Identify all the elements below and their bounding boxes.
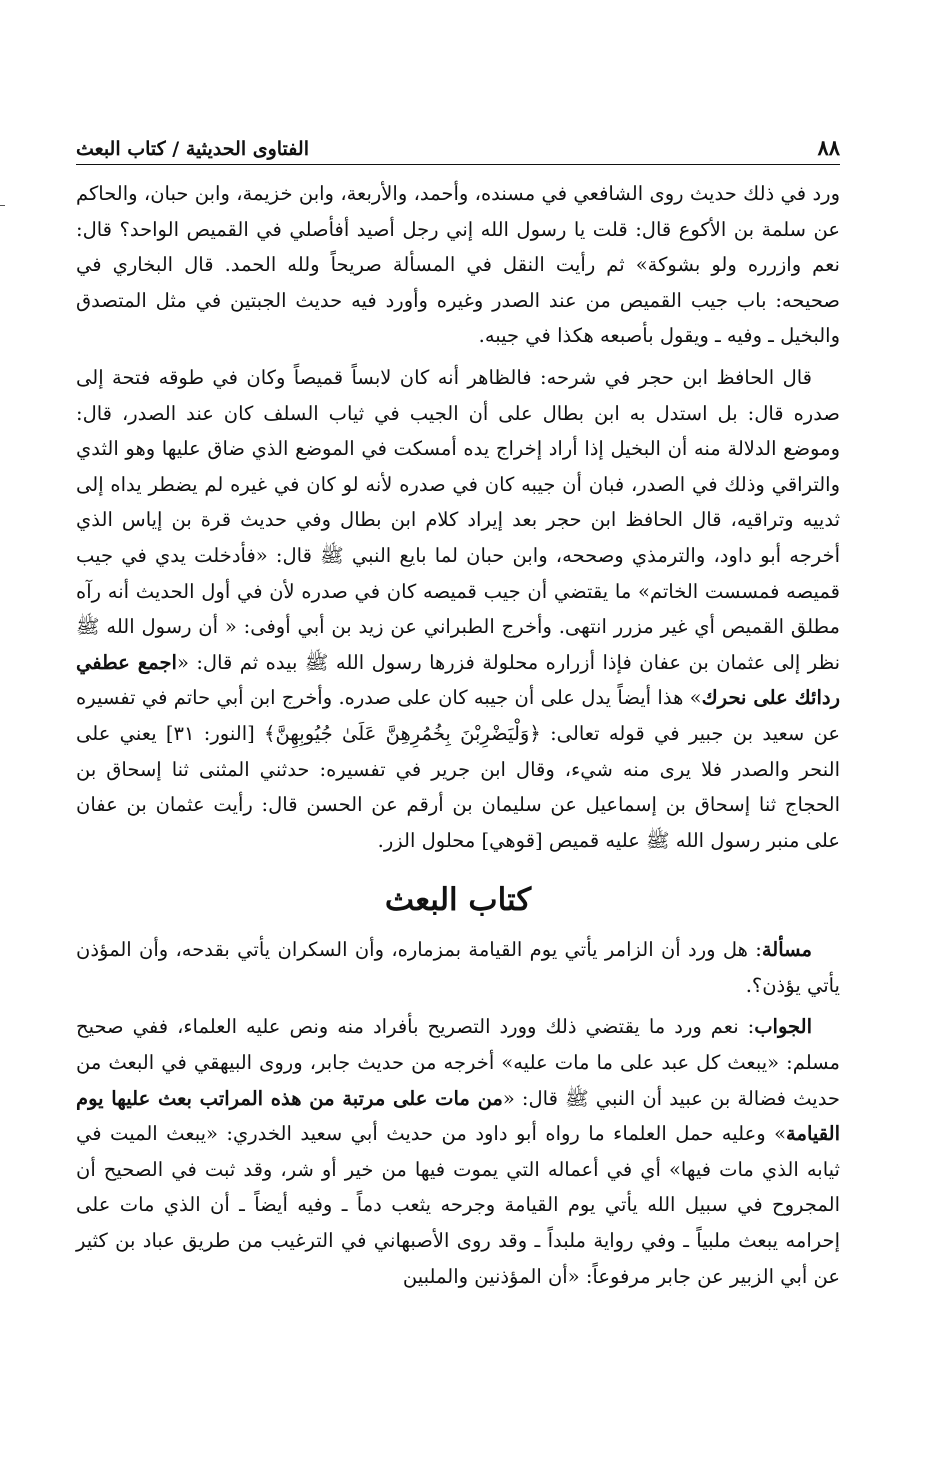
paragraph-2	[76, 360, 840, 858]
header-divider	[76, 164, 840, 165]
answer-paragraph	[76, 1009, 840, 1294]
answer-label: الجواب	[754, 1015, 812, 1039]
question-label: مسألة	[761, 938, 812, 962]
paragraph-1: ورد في ذلك حديث روى الشافعي في مسنده، وأحمد، والأربعة، وابن خزيمة، وابن حبان، والحاكم عن سلمة بن الأكوع قال: قلت يا رسول الله إني رجل أصيد أفأصلي في القميص الواحد؟ قال: نعم وازرره ولو بشوكة» ثم رأيت النقل في المسألة صريحاً ولله الحمد. قال البخاري في صحيحه: باب جيب القميص من عند الصدر وغيره وأورد فيه حديث الجبتين في مثل المتصدق والبخيل ـ وفيه ـ ويقول بأصبعه هكذا في جيبه.	[76, 182, 840, 348]
running-title: الفتاوى الحديثية / كتاب البعث	[76, 138, 309, 160]
answer-quote-bold: من مات على مرتبة من هذه المراتب بعث عليها يوم القيامة	[76, 1086, 840, 1146]
page-header	[76, 128, 840, 160]
paragraph-2-quote-bold: اجمع عطفي ردائك على نحرك	[76, 650, 840, 710]
page-number: ٨٨	[817, 135, 840, 160]
answer-text-a: : نعم ورد ما يقتضي ذلك وورد التصريح بأفراد منه ونص عليه العلماء، ففي صحيح مسلم: «يبعث كل عبد على ما مات عليه» أخرجه من حديث جابر، وروى البيهقي في البعث من حديث فضالة بن عبيد أن النبي ﷺ قال: «	[76, 1015, 840, 1110]
question-text: : هل ورد أن الزامر يأتي يوم القيامة بمزماره، وأن السكران يأتي بقدحه، وأن المؤذن يأتي يؤذن؟.	[76, 938, 840, 997]
section-title: كتاب البعث	[384, 882, 532, 919]
page-body	[76, 176, 840, 1294]
paragraph-2-text-a: قال الحافظ ابن حجر في شرحه: فالظاهر أنه كان لابساً قميصاً وكان في طوقه فتحة إلى صدره قال: بل استدل به ابن بطال على أن الجيب في ثياب السلف كان عند الصدر، قال: وموضع الدلالة منه أن البخيل إذا أراد إخراج يده أمسكت في الموضع الذي ضاق عليها وهو الثدي والتراقي وذلك في الصدر، فبان أن جيبه كان في صدره لأنه لو كان في غيره لم يضطر يداه إلى ثدييه وتراقيه، قال الحافظ ابن حجر بعد إيراد كلام ابن بطال وفي حديث قرة بن إياس الذي أخرجه أبو داود، والترمذي وصححه، وابن حبان لما بايع النبي ﷺ قال: «فأدخلت يدي في جيب قميصه فمسست الخاتم» ما يقتضي أن جيب قميصه كان في صدره لأن في أول الحديث أنه رآه مطلق القميص أي غير مزرر انتهى. وأخرج الطبراني عن زيد بن أبي أوفى: « أن رسول الله ﷺ نظر إلى عثمان بن عفان فإذا أزراره محلولة فزرها رسول الله ﷺ بيده ثم قال: «	[76, 365, 840, 674]
question-paragraph	[76, 932, 840, 1003]
scan-edge-mark	[0, 205, 5, 206]
paragraph-2-text-b: » هذا أيضاً يدل على أن جيبه كان على صدره. وأخرج ابن أبي حاتم في تفسيره عن سعيد بن جبير في قوله تعالى: ﴿وَلْيَضْرِبْنَ بِخُمُرِهِنَّ عَلَىٰ جُيُوبِهِنَّ﴾ [النور: ٣١] يعني على النحر والصدر فلا يرى منه شيء، وقال ابن جرير في تفسيره: حدثني المثنى ثنا إسحاق بن الحجاج ثنا إسحاق بن إسماعيل عن سليمان بن أرقم عن الحسن قال: رأيت عثمان بن عفان على منبر رسول الله ﷺ عليه قميص [قوهي] محلول الزر.	[76, 686, 840, 852]
answer-text-b: » وعليه حمل العلماء ما رواه أبو داود من حديث أبي سعيد الخدري: «يبعث الميت في ثيابه الذي مات فيها» أي في أعماله التي يموت فيها من خير أو شر، وقد ثبت في الصحيح أن المجروح في سبيل الله يأتي يوم القيامة وجرحه يثعب دماً ـ وفيه أيضاً ـ أن الذي مات على إحرامه يبعث ملبياً ـ وفي رواية ملبداً ـ وقد روى الأصبهاني في الترغيب من طريق عباد بن كثير عن أبي الزبير عن جابر مرفوعاً: «أن المؤذنين والملبين	[76, 1122, 840, 1288]
